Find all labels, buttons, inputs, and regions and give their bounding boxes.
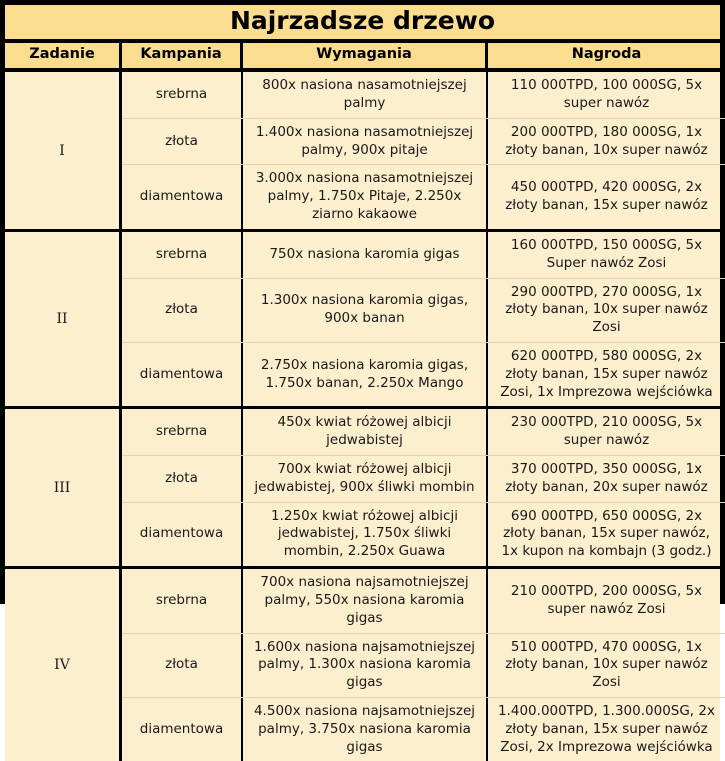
task-section — [5, 409, 720, 569]
campaign-cell: srebrna — [122, 232, 243, 278]
page-title: Najrzadsze drzewo — [229, 6, 496, 35]
table-row — [122, 279, 725, 343]
requirements-cell: 750x nasiona karomia gigas — [243, 232, 488, 278]
task-number-cell: II — [5, 232, 122, 407]
table-row — [122, 409, 725, 456]
campaign-cell: złota — [122, 634, 243, 697]
reward-cell: 690 000TPD, 650 000SG, 2x złoty banan, 15x super nawóz, 1x kupon na kombajn (3 godz.) — [501, 507, 712, 560]
campaign-cell: złota — [122, 456, 243, 502]
table-row — [122, 343, 725, 406]
task-number-cell: III — [5, 409, 122, 566]
reward-cell: 450 000TPD, 420 000SG, 2x złoty banan, 15x super nawóz — [505, 179, 708, 214]
column-header-campaign: Kampania — [122, 43, 243, 68]
requirements-cell: 700x nasiona najsamotniejszej palmy, 550x nasiona karomia gigas — [243, 569, 488, 632]
reward-cell: 620 000TPD, 580 000SG, 2x złoty banan, 15x super nawóz Zosi, 1x Imprezowa wejściówka — [500, 347, 713, 400]
requirements-cell: 450x kwiat różowej albicji jedwabistej — [243, 409, 488, 455]
requirements-cell: 800x nasiona nasamotniejszej palmy — [243, 72, 488, 118]
task-rows — [122, 409, 725, 566]
requirements-cell: 1.600x nasiona najsamotniejszej palmy, 1.300x nasiona karomia gigas — [243, 634, 488, 697]
campaign-cell: srebrna — [122, 72, 243, 118]
reward-cell: 290 000TPD, 270 000SG, 1x złoty banan, 10x super nawóz Zosi — [505, 283, 708, 336]
reward-cell: 160 000TPD, 150 000SG, 5x Super nawóz Zosi — [510, 236, 703, 271]
table-row — [122, 165, 725, 228]
table-row — [122, 72, 725, 119]
requirements-cell: 700x kwiat różowej albicji jedwabistej, 900x śliwki mombin — [243, 456, 488, 502]
reward-cell: 110 000TPD, 100 000SG, 5x super nawóz — [510, 77, 703, 111]
campaign-cell: złota — [122, 279, 243, 342]
task-section — [5, 569, 720, 761]
table-row — [122, 503, 725, 566]
column-header-requirements: Wymagania — [243, 43, 488, 68]
task-rows — [122, 569, 725, 761]
requirements-cell: 1.250x kwiat różowej albicji jedwabistej, 1.750x śliwki mombin, 2.250x Guawa — [243, 503, 488, 566]
requirements-cell: 2.750x nasiona karomia gigas, 1.750x banan, 2.250x Mango — [243, 343, 488, 406]
table-row — [122, 456, 725, 503]
task-section — [5, 232, 720, 410]
requirements-cell: 3.000x nasiona nasamotniejszej palmy, 1.750x Pitaje, 2.250x ziarno kakaowe — [243, 165, 488, 228]
requirements-cell: 1.400x nasiona nasamotniejszej palmy, 900x pitaje — [243, 119, 488, 165]
task-number-cell: IV — [5, 569, 122, 761]
table-row — [122, 698, 725, 761]
requirements-cell: 4.500x nasiona najsamotniejszej palmy, 3.750x nasiona karomia gigas — [243, 698, 488, 761]
campaign-cell: diamentowa — [122, 165, 243, 228]
reward-cell: 200 000TPD, 180 000SG, 1x złoty banan, 10x super nawóz — [505, 123, 708, 158]
task-rows — [122, 232, 725, 407]
campaign-cell: srebrna — [122, 409, 243, 455]
table-body — [5, 72, 720, 761]
table-title-row — [5, 5, 720, 43]
task-rows — [122, 72, 725, 229]
task-section — [5, 72, 720, 232]
requirements-cell: 1.300x nasiona karomia gigas, 900x banan — [243, 279, 488, 342]
table-row — [122, 119, 725, 166]
reward-cell: 210 000TPD, 200 000SG, 5x super nawóz Zosi — [510, 582, 703, 617]
table-row — [122, 569, 725, 633]
column-header-reward: Nagroda — [571, 46, 642, 63]
campaign-cell: diamentowa — [122, 343, 243, 406]
reward-cell: 1.400.000TPD, 1.300.000SG, 2x złoty banan, 15x super nawóz Zosi, 2x Imprezowa wejściówka — [498, 702, 715, 755]
reward-cell: 370 000TPD, 350 000SG, 1x złoty banan, 20x super nawóz — [505, 461, 708, 495]
campaign-cell: diamentowa — [122, 698, 243, 761]
task-number-cell: I — [5, 72, 122, 229]
reward-cell: 230 000TPD, 210 000SG, 5x super nawóz — [510, 414, 703, 449]
campaign-cell: złota — [122, 119, 243, 165]
table-row — [122, 232, 725, 279]
reward-cell: 510 000TPD, 470 000SG, 1x złoty banan, 10x super nawóz Zosi — [505, 638, 708, 691]
column-header-task: Zadanie — [5, 43, 122, 68]
campaign-cell: srebrna — [122, 569, 243, 632]
table-row — [122, 634, 725, 698]
campaign-cell: diamentowa — [122, 503, 243, 566]
column-header-row — [5, 43, 720, 72]
